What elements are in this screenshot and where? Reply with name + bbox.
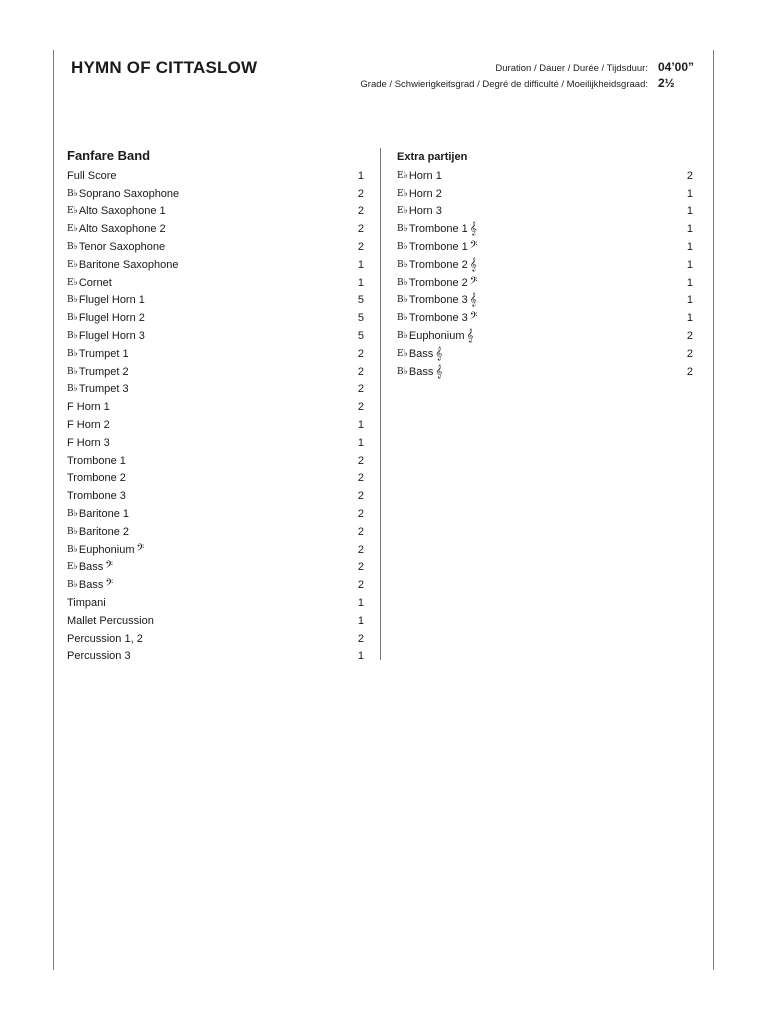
key-signature-label: E♭	[67, 259, 78, 270]
part-name: Baritone Saxophone	[78, 258, 179, 271]
part-name-cell	[67, 401, 110, 413]
part-name: F Horn 1	[67, 401, 110, 414]
key-signature-label: B♭	[67, 544, 78, 555]
extra-parts-list	[397, 150, 693, 381]
part-row	[67, 327, 364, 345]
part-quantity: 5	[357, 330, 364, 343]
part-name: Bass	[408, 347, 434, 360]
part-name: Alto Saxophone 2	[78, 223, 166, 236]
part-row	[67, 470, 364, 488]
part-name: Trombone 1	[408, 241, 468, 254]
part-row	[67, 559, 364, 577]
part-name: Trumpet 2	[78, 365, 129, 378]
key-signature-label: E♭	[397, 188, 408, 199]
part-name: Bass	[408, 365, 434, 378]
key-signature-label: B♭	[67, 242, 78, 253]
part-name-cell	[67, 259, 179, 271]
key-signature-label: E♭	[67, 206, 78, 217]
part-row	[67, 309, 364, 327]
part-row	[67, 238, 364, 256]
key-signature-label: B♭	[397, 366, 408, 377]
key-signature-label: B♭	[397, 242, 408, 253]
part-name-cell	[397, 312, 477, 324]
part-name: Trombone 2	[408, 258, 468, 271]
part-name: Soprano Saxophone	[78, 187, 180, 200]
part-name: Percussion 3	[67, 650, 131, 663]
part-row	[397, 256, 693, 274]
part-name-cell	[397, 188, 442, 200]
part-row	[67, 434, 364, 452]
part-name: F Horn 3	[67, 436, 110, 449]
part-name-cell	[67, 419, 110, 431]
part-quantity: 2	[357, 347, 364, 360]
key-signature-label: B♭	[67, 188, 78, 199]
part-row	[67, 274, 364, 292]
part-name-cell	[67, 650, 131, 662]
part-name-cell	[67, 312, 145, 324]
part-quantity: 1	[357, 419, 364, 432]
part-row	[397, 274, 693, 292]
key-signature-label: B♭	[397, 259, 408, 270]
part-name: Trombone 3	[408, 294, 468, 307]
part-name: Baritone 1	[78, 508, 130, 521]
part-row	[67, 487, 364, 505]
bass-clef-icon: 𝄢	[105, 559, 114, 574]
part-name: F Horn 2	[67, 419, 110, 432]
part-row	[397, 185, 693, 203]
treble-clef-icon: 𝄞	[435, 345, 443, 360]
part-quantity: 2	[357, 561, 364, 574]
part-name-cell	[67, 541, 145, 556]
part-row	[67, 594, 364, 612]
grade-label: Grade / Schwierigkeitsgrad / Degré de difficulté / Moeilijkheidsgraad:	[360, 79, 648, 90]
part-quantity: 2	[357, 508, 364, 521]
part-name-cell	[397, 205, 442, 217]
part-row	[397, 309, 693, 327]
part-quantity: 5	[357, 294, 364, 307]
part-name-cell	[67, 508, 129, 520]
part-row	[67, 363, 364, 381]
duration-label: Duration / Dauer / Durée / Tijdsduur:	[495, 63, 648, 74]
part-quantity: 2	[357, 205, 364, 218]
part-name-cell	[397, 294, 477, 306]
part-row	[67, 398, 364, 416]
part-row	[67, 505, 364, 523]
part-name-cell	[67, 188, 179, 200]
part-name-cell	[67, 615, 154, 627]
part-row	[67, 630, 364, 648]
part-row	[67, 523, 364, 541]
bass-clef-icon: 𝄢	[105, 577, 114, 592]
part-row	[67, 292, 364, 310]
part-row	[67, 381, 364, 399]
part-name: Euphonium	[408, 330, 465, 343]
part-name-cell	[67, 472, 126, 484]
part-name: Full Score	[67, 169, 117, 182]
part-quantity: 2	[357, 632, 364, 645]
part-name: Trombone 2	[408, 276, 468, 289]
part-name-cell	[67, 330, 145, 342]
part-row	[67, 576, 364, 594]
part-row	[67, 256, 364, 274]
part-name: Trombone 3	[408, 312, 468, 325]
page-border-left	[53, 50, 54, 970]
part-name-cell	[397, 241, 477, 253]
part-quantity: 1	[686, 241, 693, 254]
duration-row	[495, 60, 702, 74]
part-quantity: 2	[686, 347, 693, 360]
key-signature-label: B♭	[397, 331, 408, 342]
part-name-cell	[67, 348, 129, 360]
part-name-cell	[67, 277, 112, 289]
part-name: Flugel Horn 3	[78, 330, 145, 343]
part-quantity: 1	[686, 258, 693, 271]
treble-clef-icon: 𝄞	[469, 221, 477, 236]
treble-clef-icon: 𝄞	[466, 328, 474, 343]
part-name-cell	[67, 205, 166, 217]
part-name: Horn 1	[408, 169, 442, 182]
key-signature-label: B♭	[67, 295, 78, 306]
part-name: Horn 3	[408, 205, 442, 218]
bass-clef-icon: 𝄢	[469, 274, 478, 289]
part-name: Mallet Percussion	[67, 614, 154, 627]
part-name-cell	[67, 170, 117, 182]
part-name: Percussion 1, 2	[67, 632, 143, 645]
part-name: Tenor Saxophone	[78, 241, 166, 254]
key-signature-label: B♭	[67, 366, 78, 377]
key-signature-label: B♭	[67, 384, 78, 395]
part-name: Trumpet 1	[78, 347, 129, 360]
part-name-cell	[397, 256, 477, 271]
part-name-cell	[67, 579, 113, 591]
part-quantity: 1	[686, 312, 693, 325]
part-name: Cornet	[78, 276, 112, 289]
part-quantity: 1	[686, 205, 693, 218]
part-row	[397, 238, 693, 256]
part-quantity: 2	[357, 187, 364, 200]
part-row	[67, 220, 364, 238]
part-row	[67, 452, 364, 470]
part-name: Flugel Horn 1	[78, 294, 145, 307]
part-row	[67, 167, 364, 185]
part-quantity: 1	[686, 276, 693, 289]
treble-clef-icon: 𝄞	[469, 256, 477, 271]
part-name-cell	[397, 330, 474, 342]
part-name: Trombone 2	[67, 472, 126, 485]
treble-clef-icon: 𝄞	[469, 292, 477, 307]
part-quantity: 1	[357, 614, 364, 627]
part-quantity: 1	[357, 276, 364, 289]
part-name: Trombone 1	[67, 454, 126, 467]
key-signature-label: B♭	[67, 509, 78, 520]
part-name-cell	[397, 170, 442, 182]
part-name-cell	[67, 561, 113, 573]
part-quantity: 2	[357, 490, 364, 503]
part-name-cell	[397, 363, 443, 378]
part-row	[397, 327, 693, 345]
bass-clef-icon: 𝄢	[136, 541, 145, 556]
part-row	[67, 203, 364, 221]
key-signature-label: B♭	[397, 313, 408, 324]
part-name: Flugel Horn 2	[78, 312, 145, 325]
part-row	[397, 203, 693, 221]
part-quantity: 2	[357, 241, 364, 254]
part-quantity: 2	[686, 365, 693, 378]
key-signature-label: E♭	[397, 170, 408, 181]
extra-parts-heading: Extra partijen	[397, 151, 468, 163]
page-border-right	[713, 50, 714, 970]
key-signature-label: E♭	[67, 562, 78, 573]
part-name: Trombone 1	[408, 223, 468, 236]
part-name-cell	[67, 223, 166, 235]
key-signature-label: B♭	[67, 526, 78, 537]
part-quantity: 5	[357, 312, 364, 325]
part-name: Baritone 2	[78, 525, 130, 538]
part-quantity: 2	[357, 525, 364, 538]
part-name-cell	[67, 437, 110, 449]
key-signature-label: B♭	[397, 277, 408, 288]
part-quantity: 1	[357, 169, 364, 182]
part-quantity: 2	[357, 383, 364, 396]
part-name: Trumpet 3	[78, 383, 129, 396]
part-quantity: 2	[357, 579, 364, 592]
key-signature-label: E♭	[67, 224, 78, 235]
part-row	[397, 220, 693, 238]
part-name-cell	[67, 526, 129, 538]
fanfare-band-heading: Fanfare Band	[67, 148, 151, 163]
part-row	[397, 292, 693, 310]
part-name: Alto Saxophone 1	[78, 205, 166, 218]
part-row	[67, 648, 364, 666]
grade-value: 2½	[658, 76, 675, 90]
part-row	[67, 185, 364, 203]
part-quantity: 2	[357, 543, 364, 556]
part-row	[397, 363, 693, 381]
part-quantity: 1	[357, 436, 364, 449]
part-name: Bass	[78, 579, 104, 592]
part-name: Bass	[78, 561, 104, 574]
key-signature-label: E♭	[397, 206, 408, 217]
part-quantity: 2	[686, 169, 693, 182]
part-quantity: 2	[357, 365, 364, 378]
part-name-cell	[67, 241, 165, 253]
part-row	[67, 612, 364, 630]
part-name-cell	[67, 633, 143, 645]
part-name: Trombone 3	[67, 490, 126, 503]
grade-row	[360, 76, 702, 90]
key-signature-label: B♭	[67, 348, 78, 359]
key-signature-label: B♭	[397, 224, 408, 235]
part-quantity: 1	[686, 294, 693, 307]
part-row	[397, 345, 693, 363]
part-quantity: 1	[686, 187, 693, 200]
bass-clef-icon: 𝄢	[469, 310, 478, 325]
part-name-cell	[67, 366, 129, 378]
part-quantity: 2	[357, 472, 364, 485]
part-name-cell	[67, 383, 129, 395]
key-signature-label: B♭	[67, 331, 78, 342]
part-quantity: 2	[686, 330, 693, 343]
part-quantity: 1	[357, 597, 364, 610]
part-name: Euphonium	[78, 543, 135, 556]
part-name-cell	[397, 345, 443, 360]
part-name-cell	[397, 223, 477, 235]
key-signature-label: E♭	[397, 348, 408, 359]
part-row	[67, 345, 364, 363]
key-signature-label: B♭	[67, 580, 78, 591]
part-quantity: 1	[357, 258, 364, 271]
key-signature-label: E♭	[67, 277, 78, 288]
part-name: Timpani	[67, 597, 106, 610]
part-row	[67, 541, 364, 559]
part-quantity: 2	[357, 454, 364, 467]
page-title: HYMN OF CITTASLOW	[71, 58, 258, 77]
part-quantity: 2	[357, 401, 364, 414]
column-divider	[380, 148, 381, 660]
part-name-cell	[67, 294, 145, 306]
duration-value: 04’00”	[658, 60, 695, 74]
part-quantity: 1	[686, 223, 693, 236]
treble-clef-icon: 𝄞	[435, 363, 443, 378]
fanfare-band-list	[67, 148, 364, 665]
part-row	[397, 167, 693, 185]
part-row	[67, 416, 364, 434]
part-name-cell	[67, 455, 126, 467]
part-name: Horn 2	[408, 187, 442, 200]
part-name-cell	[397, 274, 478, 289]
part-quantity: 2	[357, 223, 364, 236]
part-name-cell	[67, 490, 126, 502]
part-quantity: 1	[357, 650, 364, 663]
part-name-cell	[67, 597, 106, 609]
bass-clef-icon: 𝄢	[469, 239, 478, 254]
key-signature-label: B♭	[397, 295, 408, 306]
key-signature-label: B♭	[67, 313, 78, 324]
